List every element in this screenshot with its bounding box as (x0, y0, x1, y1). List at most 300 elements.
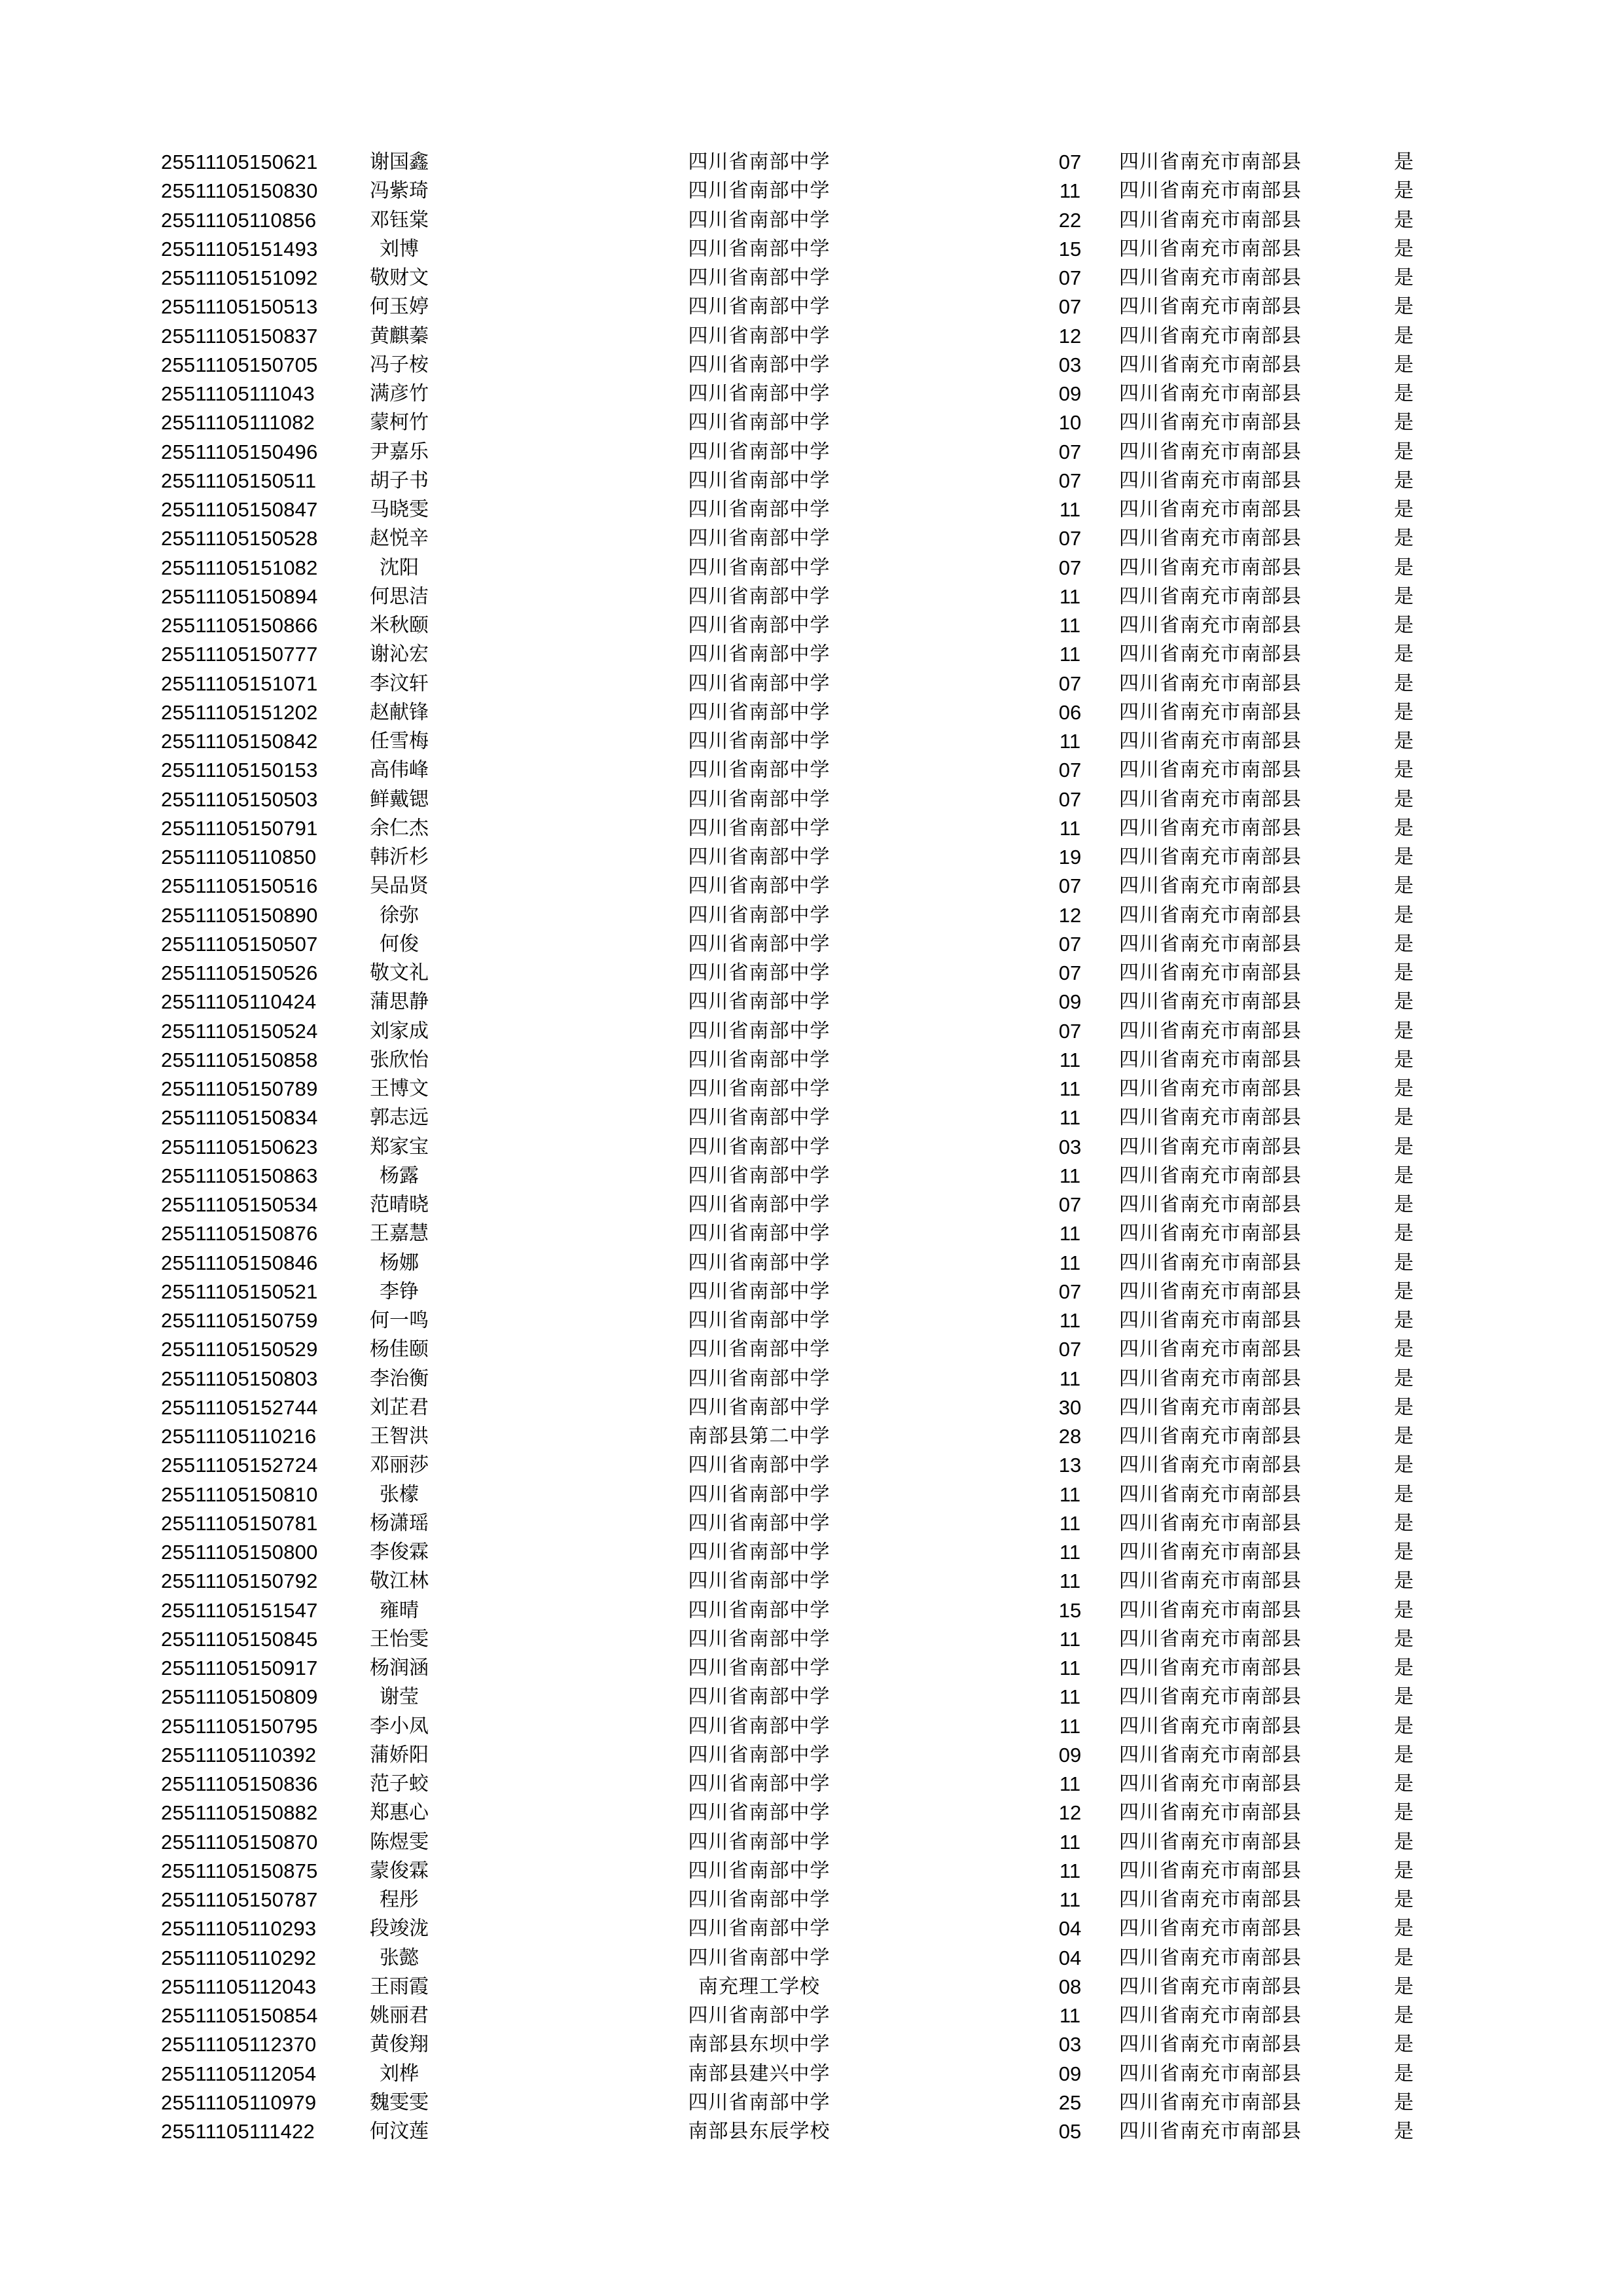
registration-number: 25511105112370 (161, 2033, 317, 2056)
eligibility-flag: 是 (1394, 1830, 1414, 1854)
school-name: 四川省南部中学 (688, 1309, 830, 1332)
table-row (0, 785, 1623, 814)
student-name: 蒲娇阳 (370, 1743, 429, 1767)
student-name: 刘芷君 (370, 1395, 429, 1419)
school-name: 四川省南部中学 (688, 1743, 830, 1767)
school-name: 四川省南部中学 (688, 1135, 830, 1158)
category-code: 11 (1059, 498, 1081, 521)
category-code: 03 (1058, 2033, 1082, 2056)
table-row (0, 1799, 1623, 1827)
student-name: 胡子书 (370, 469, 429, 492)
school-name: 四川省南部中学 (688, 990, 830, 1014)
student-name: 赵献锋 (370, 700, 429, 724)
school-name: 四川省南部中学 (688, 1338, 830, 1361)
table-row (0, 1306, 1623, 1335)
table-row (0, 1770, 1623, 1799)
school-name: 四川省南部中学 (688, 266, 830, 289)
region-name: 四川省南充市南部县 (1119, 2033, 1302, 2056)
school-name: 四川省南部中学 (688, 874, 830, 898)
eligibility-flag: 是 (1394, 1164, 1414, 1187)
eligibility-flag: 是 (1394, 2090, 1414, 2114)
table-row (0, 1162, 1623, 1191)
school-name: 四川省南部中学 (688, 1685, 830, 1709)
registration-number: 25511105150803 (161, 1367, 318, 1390)
eligibility-flag: 是 (1394, 874, 1414, 898)
student-name: 吴品贤 (370, 874, 429, 898)
category-code: 11 (1059, 730, 1081, 753)
region-name: 四川省南充市南部县 (1119, 1367, 1302, 1390)
registration-number: 25511105150503 (161, 787, 318, 811)
registration-number: 25511105110392 (161, 1743, 317, 1767)
table-row (0, 1365, 1623, 1393)
category-code: 11 (1059, 1164, 1081, 1187)
table-row (0, 872, 1623, 901)
student-name: 赵悦辛 (370, 527, 429, 550)
eligibility-flag: 是 (1394, 1482, 1414, 1506)
student-name: 何思洁 (370, 584, 429, 608)
region-name: 四川省南充市南部县 (1119, 1743, 1302, 1767)
student-name: 范子蛟 (370, 1772, 429, 1795)
school-name: 四川省南部中学 (688, 1830, 830, 1854)
eligibility-flag: 是 (1394, 1570, 1414, 1593)
registration-number: 25511105150789 (161, 1077, 318, 1100)
student-name: 何俊 (380, 932, 419, 956)
category-code: 07 (1058, 932, 1082, 956)
category-code: 10 (1058, 411, 1082, 435)
category-code: 12 (1058, 324, 1082, 348)
school-name: 四川省南部中学 (688, 1367, 830, 1390)
category-code: 07 (1058, 1280, 1082, 1303)
table-row (0, 1422, 1623, 1451)
school-name: 四川省南部中学 (688, 932, 830, 956)
region-name: 四川省南充市南部县 (1119, 1048, 1302, 1071)
student-name: 谢国鑫 (370, 151, 429, 173)
region-name: 四川省南充市南部县 (1119, 1482, 1302, 1506)
table-row (0, 988, 1623, 1016)
category-code: 28 (1058, 1425, 1082, 1448)
school-name: 四川省南部中学 (688, 1627, 830, 1651)
region-name: 四川省南充市南部县 (1119, 1019, 1302, 1043)
category-code: 07 (1058, 469, 1082, 492)
eligibility-flag: 是 (1394, 1019, 1414, 1043)
school-name: 四川省南部中学 (688, 787, 830, 811)
category-code: 11 (1059, 1657, 1081, 1679)
table-row (0, 177, 1623, 206)
region-name: 四川省南充市南部县 (1119, 1657, 1302, 1679)
school-name: 四川省南部中学 (688, 1193, 830, 1216)
school-name: 四川省南部中学 (688, 1888, 830, 1911)
region-name: 四川省南充市南部县 (1119, 787, 1302, 811)
student-name: 沈阳 (380, 556, 419, 579)
school-name: 四川省南部中学 (688, 1019, 830, 1043)
region-name: 四川省南充市南部县 (1119, 1946, 1302, 1969)
region-name: 四川省南充市南部县 (1119, 411, 1302, 435)
region-name: 四川省南充市南部县 (1119, 1627, 1302, 1651)
school-name: 南部县东辰学校 (688, 2120, 830, 2143)
school-name: 四川省南部中学 (688, 1598, 830, 1622)
registration-number: 25511105110293 (161, 1917, 317, 1941)
table-row (0, 1828, 1623, 1857)
student-name: 李治衡 (370, 1367, 429, 1390)
registration-number: 25511105150759 (161, 1309, 318, 1332)
student-name: 高伟峰 (370, 759, 429, 782)
category-code: 07 (1058, 440, 1082, 463)
region-name: 四川省南充市南部县 (1119, 1685, 1302, 1709)
table-row (0, 2030, 1623, 2059)
table-row (0, 1712, 1623, 1741)
table-row (0, 524, 1623, 553)
table-row (0, 148, 1623, 177)
registration-number: 25511105150870 (161, 1830, 318, 1854)
eligibility-flag: 是 (1394, 903, 1414, 927)
table-row (0, 1219, 1623, 1248)
registration-number: 25511105151202 (161, 700, 318, 724)
student-name: 李小凤 (370, 1714, 429, 1738)
school-name: 四川省南部中学 (688, 961, 830, 984)
registration-number: 25511105150623 (161, 1135, 318, 1158)
category-code: 09 (1058, 990, 1082, 1014)
table-row (0, 727, 1623, 756)
table-row (0, 438, 1623, 467)
school-name: 四川省南部中学 (688, 151, 830, 173)
category-code: 22 (1058, 208, 1082, 232)
eligibility-flag: 是 (1394, 1425, 1414, 1448)
student-name: 蒙俊霖 (370, 1859, 429, 1882)
table-row (0, 1046, 1623, 1075)
student-name: 魏雯雯 (370, 2090, 429, 2114)
region-name: 四川省南充市南部县 (1119, 2090, 1302, 2114)
school-name: 四川省南部中学 (688, 1454, 830, 1477)
region-name: 四川省南充市南部县 (1119, 700, 1302, 724)
registration-number: 25511105150521 (161, 1280, 318, 1303)
registration-number: 25511105150837 (161, 324, 318, 348)
region-name: 四川省南充市南部县 (1119, 874, 1302, 898)
eligibility-flag: 是 (1394, 527, 1414, 550)
eligibility-flag: 是 (1394, 1627, 1414, 1651)
table-row (0, 1017, 1623, 1046)
eligibility-flag: 是 (1394, 2004, 1414, 2027)
eligibility-flag: 是 (1394, 932, 1414, 956)
category-code: 25 (1058, 2090, 1082, 2114)
school-name: 四川省南部中学 (688, 1801, 830, 1825)
registration-number: 25511105150894 (161, 584, 318, 608)
category-code: 03 (1058, 353, 1082, 376)
student-name: 任雪梅 (370, 730, 429, 753)
registration-number: 25511105150858 (161, 1048, 318, 1071)
region-name: 四川省南充市南部县 (1119, 498, 1302, 521)
region-name: 四川省南充市南部县 (1119, 672, 1302, 695)
table-row (0, 959, 1623, 988)
table-row (0, 293, 1623, 321)
category-code: 09 (1058, 1743, 1082, 1767)
table-row (0, 611, 1623, 640)
registration-number: 25511105150153 (161, 759, 318, 782)
region-name: 四川省南充市南部县 (1119, 1222, 1302, 1246)
student-name: 蒙柯竹 (370, 411, 429, 435)
registration-number: 25511105150792 (161, 1570, 318, 1593)
category-code: 07 (1058, 556, 1082, 579)
table-row (0, 1451, 1623, 1480)
registration-number: 25511105150526 (161, 961, 318, 984)
category-code: 11 (1059, 1888, 1081, 1911)
registration-number: 25511105150534 (161, 1193, 318, 1216)
school-name: 四川省南部中学 (688, 324, 830, 348)
student-name: 杨佳颐 (370, 1338, 429, 1361)
category-code: 15 (1058, 237, 1082, 260)
registration-number: 25511105150917 (161, 1657, 318, 1679)
registration-number: 25511105150876 (161, 1222, 318, 1246)
category-code: 05 (1058, 2120, 1082, 2143)
school-name: 四川省南部中学 (688, 1164, 830, 1187)
category-code: 07 (1058, 961, 1082, 984)
student-name: 王怡雯 (370, 1627, 429, 1651)
category-code: 11 (1059, 1048, 1081, 1071)
eligibility-flag: 是 (1394, 411, 1414, 435)
school-name: 四川省南部中学 (688, 759, 830, 782)
region-name: 四川省南充市南部县 (1119, 1135, 1302, 1158)
registration-number: 25511105150791 (161, 816, 318, 840)
student-name: 段竣泷 (370, 1917, 429, 1941)
student-name: 蒲思静 (370, 990, 429, 1014)
region-name: 四川省南充市南部县 (1119, 1251, 1302, 1274)
region-name: 四川省南充市南部县 (1119, 932, 1302, 956)
region-name: 四川省南充市南部县 (1119, 961, 1302, 984)
school-name: 四川省南部中学 (688, 614, 830, 637)
region-name: 四川省南充市南部县 (1119, 1193, 1302, 1216)
table-row (0, 2001, 1623, 2030)
category-code: 07 (1058, 672, 1082, 695)
table-row (0, 1625, 1623, 1654)
school-name: 四川省南部中学 (688, 1106, 830, 1130)
eligibility-flag: 是 (1394, 382, 1414, 405)
registration-number: 25511105151547 (161, 1598, 318, 1622)
student-name: 刘博 (380, 237, 419, 260)
category-code: 11 (1059, 614, 1081, 637)
eligibility-flag: 是 (1394, 672, 1414, 695)
student-name: 韩沂杉 (370, 846, 429, 869)
category-code: 04 (1058, 1917, 1082, 1941)
student-name: 何玉婷 (370, 295, 429, 319)
registration-number: 25511105150529 (161, 1338, 318, 1361)
school-name: 四川省南部中学 (688, 295, 830, 319)
student-name: 黄俊翔 (370, 2033, 429, 2056)
eligibility-flag: 是 (1394, 295, 1414, 319)
category-code: 11 (1059, 1106, 1081, 1130)
region-name: 四川省南充市南部县 (1119, 469, 1302, 492)
category-code: 11 (1059, 816, 1081, 840)
region-name: 四川省南充市南部县 (1119, 1077, 1302, 1100)
table-row (0, 1596, 1623, 1625)
region-name: 四川省南充市南部县 (1119, 151, 1302, 173)
table-row (0, 1249, 1623, 1278)
student-name: 鲜戴锶 (370, 787, 429, 811)
category-code: 19 (1058, 846, 1082, 869)
eligibility-flag: 是 (1394, 469, 1414, 492)
student-name: 张懿 (380, 1946, 419, 1969)
registration-number: 25511105111082 (161, 411, 315, 435)
eligibility-flag: 是 (1394, 1598, 1414, 1622)
eligibility-flag: 是 (1394, 990, 1414, 1014)
registration-number: 25511105150777 (161, 643, 318, 666)
school-name: 四川省南部中学 (688, 1714, 830, 1738)
registration-number: 25511105111422 (161, 2120, 315, 2143)
category-code: 11 (1059, 2004, 1081, 2027)
student-name: 邓钰棠 (370, 208, 429, 232)
student-name: 郑惠心 (370, 1801, 429, 1825)
registration-number: 25511105150834 (161, 1106, 318, 1130)
registration-number: 25511105150866 (161, 614, 318, 637)
region-name: 四川省南充市南部县 (1119, 584, 1302, 608)
school-name: 四川省南部中学 (688, 440, 830, 463)
region-name: 四川省南充市南部县 (1119, 382, 1302, 405)
school-name: 四川省南部中学 (688, 208, 830, 232)
table-row (0, 1567, 1623, 1596)
category-code: 13 (1058, 1454, 1082, 1477)
school-name: 四川省南部中学 (688, 1859, 830, 1882)
table-row (0, 1741, 1623, 1770)
region-name: 四川省南充市南部县 (1119, 1280, 1302, 1303)
region-name: 四川省南充市南部县 (1119, 2062, 1302, 2085)
table-row (0, 1973, 1623, 2001)
student-name: 杨娜 (380, 1251, 419, 1274)
region-name: 四川省南充市南部县 (1119, 353, 1302, 376)
category-code: 11 (1059, 1222, 1081, 1246)
category-code: 11 (1059, 1251, 1081, 1274)
registration-number: 25511105150621 (161, 151, 318, 173)
student-name: 王博文 (370, 1077, 429, 1100)
eligibility-flag: 是 (1394, 1743, 1414, 1767)
registration-number: 25511105110850 (161, 846, 317, 869)
school-name: 四川省南部中学 (688, 672, 830, 695)
registration-number: 25511105150705 (161, 353, 318, 376)
eligibility-flag: 是 (1394, 759, 1414, 782)
table-row (0, 351, 1623, 380)
school-name: 四川省南部中学 (688, 1222, 830, 1246)
eligibility-flag: 是 (1394, 961, 1414, 984)
category-code: 03 (1058, 1135, 1082, 1158)
eligibility-flag: 是 (1394, 1975, 1414, 1998)
registration-number: 25511105150496 (161, 440, 318, 463)
student-name: 李铮 (380, 1280, 419, 1303)
region-name: 四川省南充市南部县 (1119, 1164, 1302, 1187)
school-name: 四川省南部中学 (688, 1280, 830, 1303)
category-code: 11 (1059, 1541, 1081, 1564)
table-row (0, 1509, 1623, 1538)
registration-number: 25511105152744 (161, 1395, 318, 1419)
table-row (0, 264, 1623, 293)
eligibility-flag: 是 (1394, 324, 1414, 348)
region-name: 四川省南充市南部县 (1119, 295, 1302, 319)
student-name: 邓丽莎 (370, 1454, 429, 1477)
registration-number: 25511105150830 (161, 179, 318, 203)
school-name: 四川省南部中学 (688, 730, 830, 753)
category-code: 12 (1058, 903, 1082, 927)
region-name: 四川省南充市南部县 (1119, 1570, 1302, 1593)
eligibility-flag: 是 (1394, 2120, 1414, 2143)
region-name: 四川省南充市南部县 (1119, 1830, 1302, 1854)
category-code: 11 (1059, 1772, 1081, 1795)
registration-number: 25511105150847 (161, 498, 318, 521)
table-row (0, 235, 1623, 264)
table-row (0, 1683, 1623, 1712)
table-row (0, 2117, 1623, 2146)
school-name: 四川省南部中学 (688, 1048, 830, 1071)
table-row (0, 1075, 1623, 1103)
category-code: 11 (1059, 643, 1081, 666)
eligibility-flag: 是 (1394, 1511, 1414, 1535)
category-code: 07 (1058, 295, 1082, 319)
table-row (0, 380, 1623, 408)
registration-number: 25511105150875 (161, 1859, 318, 1882)
student-name: 王智洪 (370, 1425, 429, 1448)
region-name: 四川省南充市南部县 (1119, 1772, 1302, 1795)
region-name: 四川省南充市南部县 (1119, 1395, 1302, 1419)
registration-number: 25511105150781 (161, 1511, 318, 1535)
school-name: 四川省南部中学 (688, 1541, 830, 1564)
table-row (0, 670, 1623, 698)
school-name: 四川省南部中学 (688, 1946, 830, 1969)
school-name: 南充理工学校 (698, 1975, 820, 1998)
roster-table (0, 148, 1623, 2146)
eligibility-flag: 是 (1394, 1338, 1414, 1361)
eligibility-flag: 是 (1394, 556, 1414, 579)
registration-number: 25511105150800 (161, 1541, 318, 1564)
eligibility-flag: 是 (1394, 700, 1414, 724)
student-name: 冯紫琦 (370, 179, 429, 203)
registration-number: 25511105152724 (161, 1454, 318, 1477)
region-name: 四川省南充市南部县 (1119, 846, 1302, 869)
category-code: 11 (1059, 1714, 1081, 1738)
region-name: 四川省南充市南部县 (1119, 990, 1302, 1014)
region-name: 四川省南充市南部县 (1119, 614, 1302, 637)
registration-number: 25511105150787 (161, 1888, 318, 1911)
school-name: 四川省南部中学 (688, 584, 830, 608)
eligibility-flag: 是 (1394, 1917, 1414, 1941)
school-name: 四川省南部中学 (688, 1570, 830, 1593)
category-code: 06 (1058, 700, 1082, 724)
registration-number: 25511105150528 (161, 527, 318, 550)
student-name: 敬文礼 (370, 961, 429, 984)
region-name: 四川省南充市南部县 (1119, 2120, 1302, 2143)
region-name: 四川省南充市南部县 (1119, 179, 1302, 203)
school-name: 四川省南部中学 (688, 1482, 830, 1506)
student-name: 刘家成 (370, 1019, 429, 1043)
eligibility-flag: 是 (1394, 151, 1414, 173)
eligibility-flag: 是 (1394, 643, 1414, 666)
eligibility-flag: 是 (1394, 1280, 1414, 1303)
eligibility-flag: 是 (1394, 584, 1414, 608)
registration-number: 25511105150524 (161, 1019, 318, 1043)
student-name: 雍晴 (380, 1598, 419, 1622)
category-code: 07 (1058, 1338, 1082, 1361)
category-code: 09 (1058, 382, 1082, 405)
region-name: 四川省南充市南部县 (1119, 440, 1302, 463)
category-code: 07 (1058, 1193, 1082, 1216)
school-name: 四川省南部中学 (688, 179, 830, 203)
student-name: 敬财文 (370, 266, 429, 289)
eligibility-flag: 是 (1394, 1541, 1414, 1564)
student-name: 杨露 (380, 1164, 419, 1187)
registration-number: 25511105150836 (161, 1772, 318, 1795)
region-name: 四川省南充市南部县 (1119, 1454, 1302, 1477)
eligibility-flag: 是 (1394, 816, 1414, 840)
region-name: 四川省南充市南部县 (1119, 324, 1302, 348)
category-code: 15 (1058, 1598, 1082, 1622)
region-name: 四川省南充市南部县 (1119, 1975, 1302, 1998)
category-code: 11 (1059, 1367, 1081, 1390)
school-name: 四川省南部中学 (688, 700, 830, 724)
category-code: 11 (1059, 1859, 1081, 1882)
